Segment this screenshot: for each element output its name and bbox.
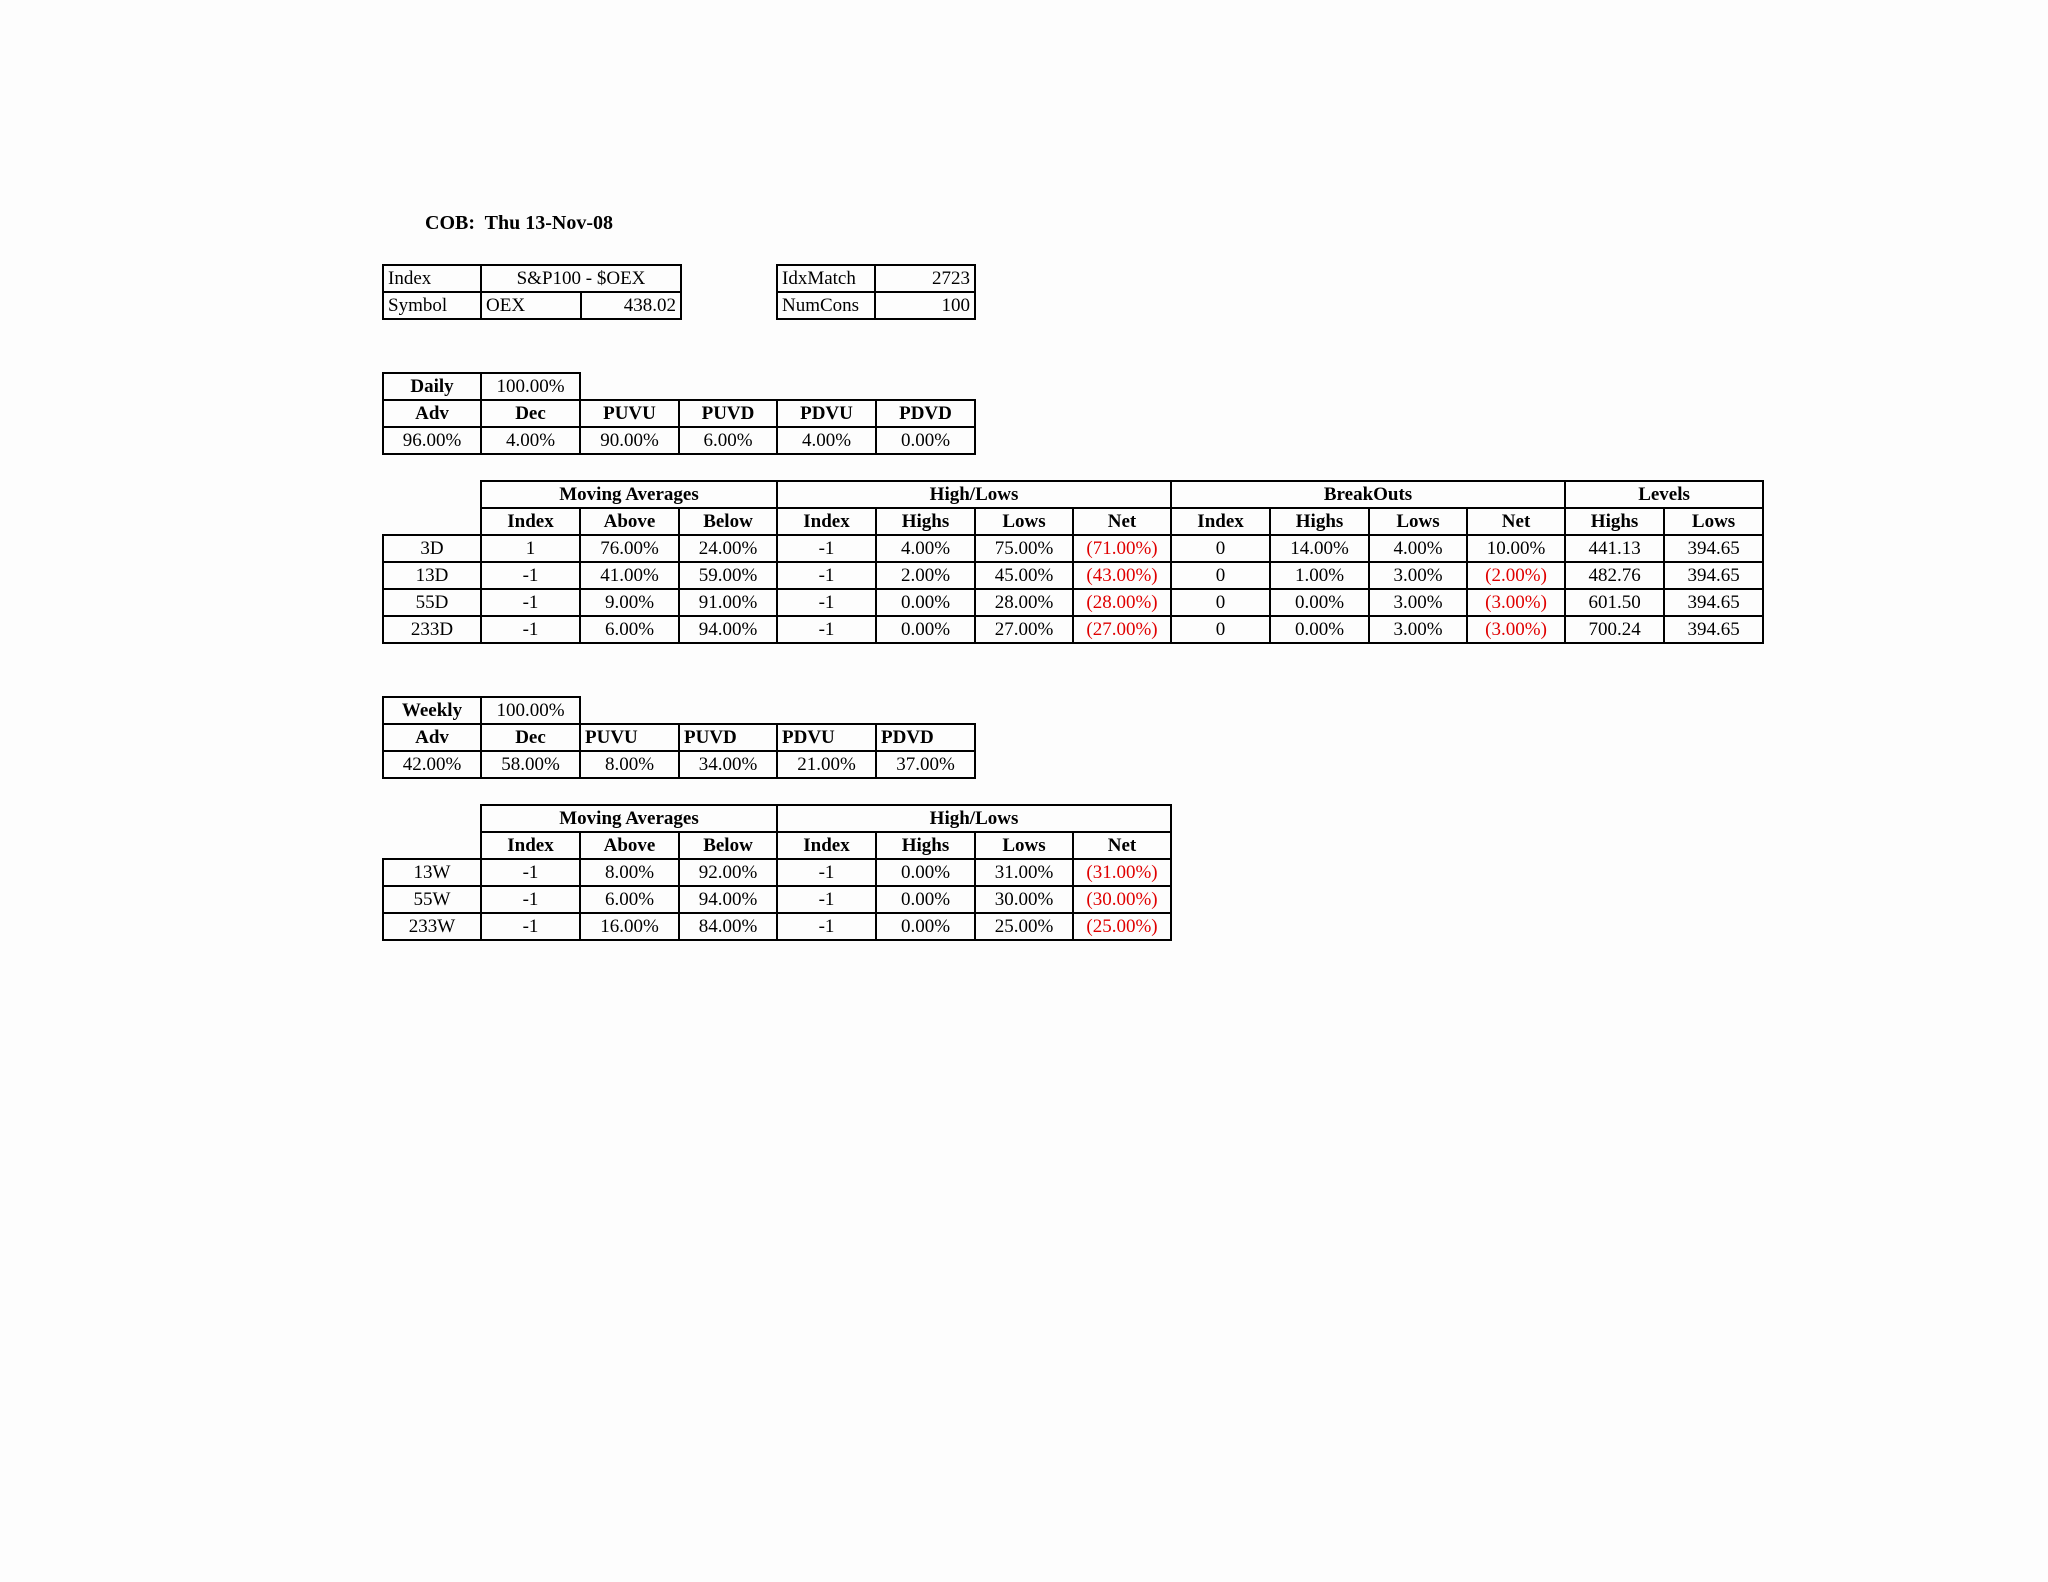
table-cell: 0.00%	[876, 589, 975, 616]
column-header: Index	[481, 508, 580, 535]
table-cell: 8.00%	[580, 859, 679, 886]
row-label: 233D	[383, 616, 481, 643]
column-header: Lows	[975, 832, 1073, 859]
daily-header-puvu: PUVU	[580, 400, 679, 427]
symbol-price: 438.02	[581, 292, 681, 319]
table-row	[383, 616, 1763, 643]
weekly-pct: 100.00%	[481, 697, 580, 724]
table-cell: 3.00%	[1369, 562, 1467, 589]
table-cell: 91.00%	[679, 589, 777, 616]
table-cell: (43.00%)	[1073, 562, 1171, 589]
column-header: Above	[580, 832, 679, 859]
table-row	[383, 535, 1763, 562]
weekly-header-adv: Adv	[383, 724, 481, 751]
table-row	[383, 859, 1171, 886]
column-header: Net	[1073, 832, 1171, 859]
table-cell: (71.00%)	[1073, 535, 1171, 562]
table-cell: -1	[481, 913, 580, 940]
table-cell: 16.00%	[580, 913, 679, 940]
row-label: 13D	[383, 562, 481, 589]
weekly-label: Weekly	[383, 697, 481, 724]
column-header: Highs	[1270, 508, 1369, 535]
table-cell: (3.00%)	[1467, 589, 1565, 616]
table-row	[383, 562, 1763, 589]
table-cell: 394.65	[1664, 616, 1763, 643]
column-header: Highs	[876, 508, 975, 535]
daily-label: Daily	[383, 373, 481, 400]
table-cell: 92.00%	[679, 859, 777, 886]
table-cell: 394.65	[1664, 562, 1763, 589]
idxmatch-value: 2723	[875, 265, 975, 292]
table-cell: 6.00%	[580, 886, 679, 913]
weekly-group-moving-averages: Moving Averages	[481, 805, 777, 832]
daily-header-dec: Dec	[481, 400, 580, 427]
column-header: Below	[679, 508, 777, 535]
weekly-indicator-table	[382, 804, 1172, 941]
table-cell: (31.00%)	[1073, 859, 1171, 886]
table-cell: (25.00%)	[1073, 913, 1171, 940]
table-cell: 94.00%	[679, 616, 777, 643]
daily-value-puvu: 90.00%	[580, 427, 679, 454]
table-cell: 4.00%	[876, 535, 975, 562]
weekly-header-puvd: PUVD	[679, 724, 777, 751]
row-label: 55D	[383, 589, 481, 616]
weekly-header-pdvd: PDVD	[876, 724, 975, 751]
idxmatch-label: IdxMatch	[777, 265, 875, 292]
row-label: 13W	[383, 859, 481, 886]
weekly-group-high-lows: High/Lows	[777, 805, 1171, 832]
cob-label: COB:	[425, 212, 475, 234]
table-cell: (2.00%)	[1467, 562, 1565, 589]
table-cell: 0.00%	[1270, 616, 1369, 643]
table-cell: 94.00%	[679, 886, 777, 913]
weekly-summary-table	[382, 696, 976, 779]
table-cell: 3.00%	[1369, 589, 1467, 616]
table-cell: 0.00%	[876, 616, 975, 643]
daily-value-pdvd: 0.00%	[876, 427, 975, 454]
column-header: Index	[777, 832, 876, 859]
table-row	[383, 886, 1171, 913]
daily-header-puvd: PUVD	[679, 400, 777, 427]
table-cell: -1	[777, 886, 876, 913]
table-cell: 1	[481, 535, 580, 562]
table-cell: 10.00%	[1467, 535, 1565, 562]
daily-value-dec: 4.00%	[481, 427, 580, 454]
match-info-table	[776, 264, 976, 320]
column-header: Net	[1467, 508, 1565, 535]
column-header: Index	[777, 508, 876, 535]
row-label: 3D	[383, 535, 481, 562]
daily-pct: 100.00%	[481, 373, 580, 400]
table-cell: 14.00%	[1270, 535, 1369, 562]
table-row	[383, 589, 1763, 616]
cob-title	[425, 212, 613, 235]
group-breakouts: BreakOuts	[1171, 481, 1565, 508]
table-cell: -1	[777, 616, 876, 643]
daily-value-adv: 96.00%	[383, 427, 481, 454]
table-cell: (27.00%)	[1073, 616, 1171, 643]
table-cell: (3.00%)	[1467, 616, 1565, 643]
daily-rows	[383, 535, 1763, 643]
column-header: Index	[481, 832, 580, 859]
table-cell: 27.00%	[975, 616, 1073, 643]
table-cell: 700.24	[1565, 616, 1664, 643]
table-cell: 28.00%	[975, 589, 1073, 616]
group-high-lows: High/Lows	[777, 481, 1171, 508]
table-cell: 30.00%	[975, 886, 1073, 913]
symbol-label: Symbol	[383, 292, 481, 319]
weekly-header-puvu: PUVU	[580, 724, 679, 751]
table-cell: 482.76	[1565, 562, 1664, 589]
group-levels: Levels	[1565, 481, 1763, 508]
table-cell: -1	[777, 562, 876, 589]
table-cell: 394.65	[1664, 589, 1763, 616]
table-cell: 0	[1171, 589, 1270, 616]
weekly-rows	[383, 859, 1171, 940]
daily-value-pdvu: 4.00%	[777, 427, 876, 454]
weekly-value-pdvu: 21.00%	[777, 751, 876, 778]
table-cell: 0.00%	[876, 859, 975, 886]
daily-header-pdvd: PDVD	[876, 400, 975, 427]
table-cell: 0.00%	[876, 886, 975, 913]
column-header: Above	[580, 508, 679, 535]
weekly-value-puvd: 34.00%	[679, 751, 777, 778]
weekly-value-dec: 58.00%	[481, 751, 580, 778]
table-cell: 0.00%	[1270, 589, 1369, 616]
daily-header-adv: Adv	[383, 400, 481, 427]
table-cell: 41.00%	[580, 562, 679, 589]
cob-date: Thu 13-Nov-08	[484, 212, 613, 234]
table-cell: 394.65	[1664, 535, 1763, 562]
column-header: Lows	[1664, 508, 1763, 535]
table-cell: 59.00%	[679, 562, 777, 589]
daily-value-puvd: 6.00%	[679, 427, 777, 454]
weekly-value-puvu: 8.00%	[580, 751, 679, 778]
table-cell: -1	[777, 913, 876, 940]
column-header: Highs	[876, 832, 975, 859]
table-cell: 2.00%	[876, 562, 975, 589]
weekly-header-dec: Dec	[481, 724, 580, 751]
index-value: S&P100 - $OEX	[481, 265, 681, 292]
table-cell: 25.00%	[975, 913, 1073, 940]
table-cell: -1	[777, 535, 876, 562]
table-cell: 3.00%	[1369, 616, 1467, 643]
table-cell: -1	[481, 859, 580, 886]
table-cell: 24.00%	[679, 535, 777, 562]
daily-header-pdvu: PDVU	[777, 400, 876, 427]
row-label: 55W	[383, 886, 481, 913]
table-cell: 0	[1171, 616, 1270, 643]
table-cell: 45.00%	[975, 562, 1073, 589]
table-cell: 1.00%	[1270, 562, 1369, 589]
weekly-header-pdvu: PDVU	[777, 724, 876, 751]
column-header: Net	[1073, 508, 1171, 535]
table-cell: 84.00%	[679, 913, 777, 940]
table-cell: -1	[481, 589, 580, 616]
table-cell: 9.00%	[580, 589, 679, 616]
group-moving-averages: Moving Averages	[481, 481, 777, 508]
table-cell: 31.00%	[975, 859, 1073, 886]
table-row	[383, 913, 1171, 940]
table-cell: 4.00%	[1369, 535, 1467, 562]
table-cell: -1	[777, 859, 876, 886]
column-header: Below	[679, 832, 777, 859]
table-cell: 601.50	[1565, 589, 1664, 616]
numcons-label: NumCons	[777, 292, 875, 319]
column-header: Highs	[1565, 508, 1664, 535]
column-header: Lows	[975, 508, 1073, 535]
daily-summary-table	[382, 372, 976, 455]
table-cell: 441.13	[1565, 535, 1664, 562]
weekly-value-pdvd: 37.00%	[876, 751, 975, 778]
table-cell: -1	[481, 562, 580, 589]
column-header: Index	[1171, 508, 1270, 535]
table-cell: -1	[481, 886, 580, 913]
table-cell: -1	[481, 616, 580, 643]
table-cell: -1	[777, 589, 876, 616]
table-cell: (30.00%)	[1073, 886, 1171, 913]
table-cell: 76.00%	[580, 535, 679, 562]
daily-indicator-table	[382, 480, 1764, 644]
table-cell: 0.00%	[876, 913, 975, 940]
row-label: 233W	[383, 913, 481, 940]
index-info-table	[382, 264, 682, 320]
table-cell: (28.00%)	[1073, 589, 1171, 616]
table-cell: 6.00%	[580, 616, 679, 643]
weekly-value-adv: 42.00%	[383, 751, 481, 778]
symbol-value: OEX	[481, 292, 581, 319]
column-header: Lows	[1369, 508, 1467, 535]
table-cell: 0	[1171, 562, 1270, 589]
table-cell: 0	[1171, 535, 1270, 562]
numcons-value: 100	[875, 292, 975, 319]
table-cell: 75.00%	[975, 535, 1073, 562]
index-label: Index	[383, 265, 481, 292]
